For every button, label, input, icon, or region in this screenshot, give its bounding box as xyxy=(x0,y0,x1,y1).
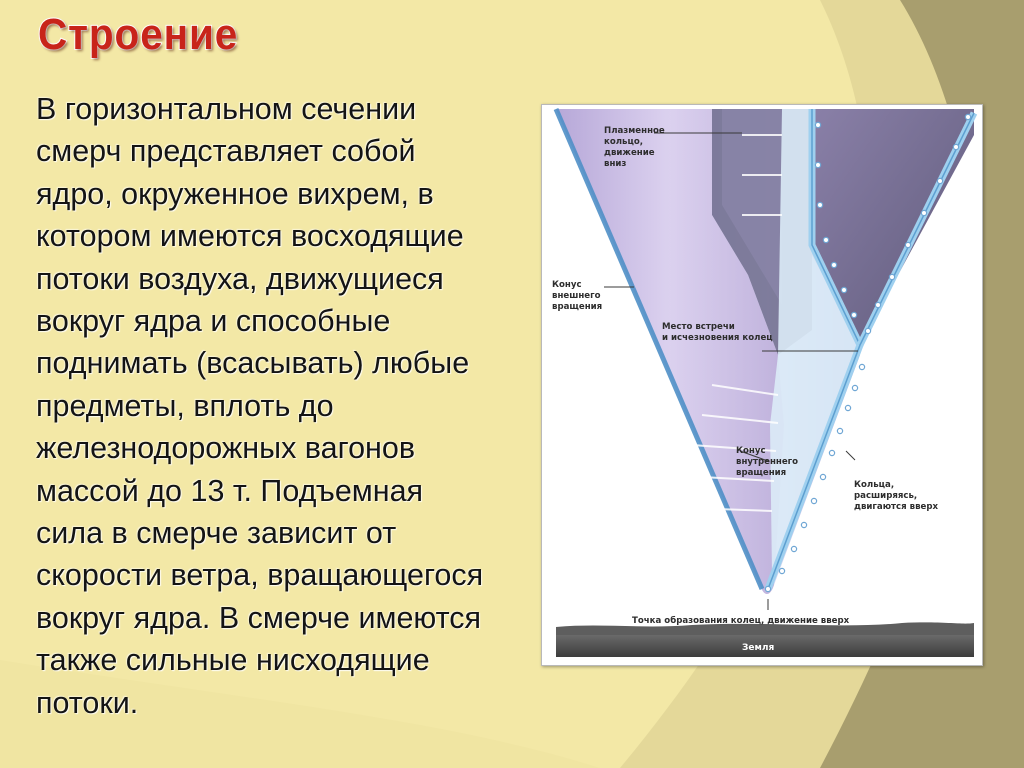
label-outer-cone: Конус внешнего вращения xyxy=(552,280,603,312)
slide-body-text: В горизонтальном сечении смерч представляет собой ядро, окруженное вихрем, в котором имеются восходящие потоки воздуха, движущиеся вокруг ядра и способные поднимать (всасывать) любые предметы, вплоть до железнодорожных вагонов массой до 13 т. Подъемная сила в смерче зависит от скорости ветра, вращающегося вокруг ядра. В смерче имеются также сильные нисходящие потоки. xyxy=(36,92,484,720)
label-inner-cone: Конус внутреннего вращения xyxy=(736,446,799,478)
label-ground: Земля xyxy=(742,643,775,653)
label-formation-point: Точка образования колец, движение вверх xyxy=(632,616,850,626)
tornado-diagram-svg xyxy=(542,105,982,665)
slide-title: Строение xyxy=(38,10,239,59)
label-rings-expand: Кольца, расширяясь, двигаются вверх xyxy=(854,480,939,512)
label-plasma-ring: Плазменное кольцо, движение вниз xyxy=(604,126,665,169)
label-meeting-point: Место встречи и исчезновения колец xyxy=(662,322,773,343)
tornado-structure-diagram xyxy=(541,104,983,666)
